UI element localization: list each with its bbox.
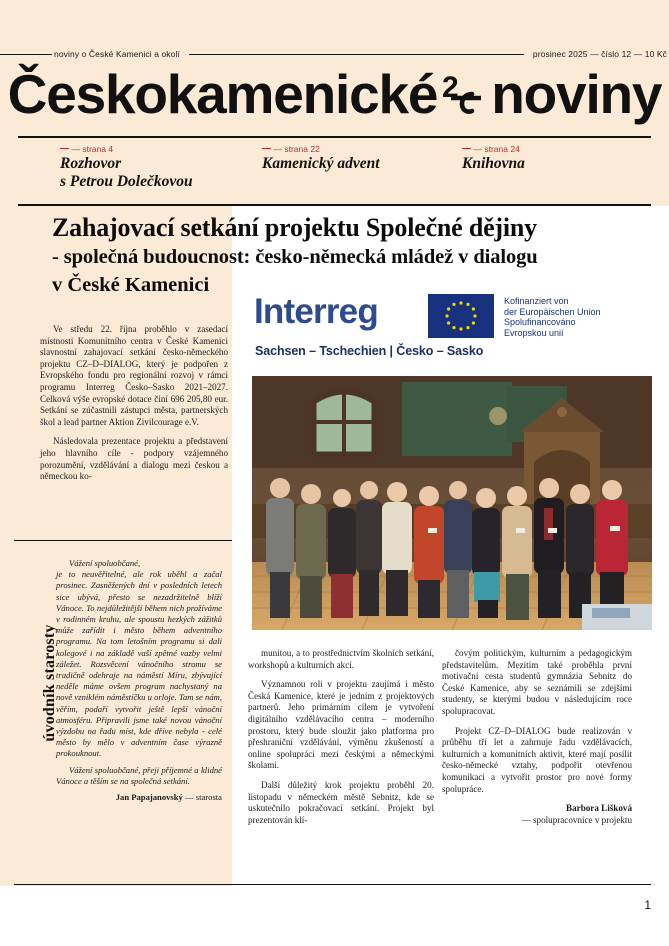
paragraph: munitou, a to prostřednictvím školních setkání, workshopů a kulturních akcí.: [248, 648, 434, 670]
title-part-1: Českokamenické: [7, 63, 438, 125]
paragraph: Projekt CZ–D–DIALOG bude realizován v průběhu tří let a zahrnuje řadu vzdělávacích, kulturních a komunitních aktivit, které mají posílit česko-německé vztahy, podpořit otevřenou komunikaci a vytvořit prostor pro nové formy spolupráce.: [442, 725, 632, 794]
article-byline: [442, 803, 632, 826]
editorial-sign-role: — starosta: [185, 792, 222, 803]
editorial-box: [14, 546, 232, 886]
article-column-2: [248, 648, 434, 834]
eu-text-line-4: Evropskou unií: [504, 327, 564, 338]
masthead-divider: [18, 136, 651, 138]
paragraph: je to neuvěřitelné, ale rok uběhl a začal prosinec. Zasněžených dní v posledních letech sice ubývá, přesto se nezadržitelně blíží Vánoce. To nejdůležitější během nich prožíváme v rodinném kruhu, ale spoustu hezkých zážitků může zařídit i město během adventního programu. Na tom letošním programu si dali kolegové i na základě vaší zpětné vazby velmi záležet. Rozsvěcení vánočního stromu se tradičně odehraje na náměstí Míru, zbývající neděle máme ovšem program nachystaný na nově vzniklém náměstíčku u orloje. Tam se nám, věřím, podaří vytvořit ještě lepší vánoční atmosféru. Připravili jsme také novou vánoční výzdobu na řadu míst, kde dříve nebyla - celé město by mělo v adventním čase výrazně prokouknout.: [56, 569, 222, 759]
masthead: [0, 0, 669, 128]
headline-line-3: v České Kamenici: [52, 274, 210, 296]
editorial-divider-top: [14, 540, 232, 541]
editorial-signature: [56, 792, 222, 803]
page-title: [0, 62, 669, 126]
page-number: 1: [644, 898, 651, 912]
byline-author: Barbora Lišková: [566, 803, 632, 814]
teaser-dash-icon: [60, 148, 69, 149]
interreg-subtitle: Sachsen – Tschechien | Česko – Sasko: [255, 344, 484, 358]
footer-divider: [232, 884, 651, 885]
editorial-body: [56, 558, 222, 808]
masthead-kicker-right: prosinec 2025 — číslo 12 — 10 Kč: [532, 49, 667, 59]
paragraph: Významnou roli v projektu zaujímá i město Česká Kamenice, které je jedním z projektových partnerů. Jeho primárním cílem je vytvoření digitálního vzdělávacího centra – moderního prostoru, který bude sloužit jako platforma pro přeshraniční vzdělávání, výměnu zkušeností a online spolupráci mezi českými a německými školami.: [248, 679, 434, 771]
eu-text-line-3: Spolufinancováno: [504, 317, 576, 328]
teaser-item-rozhovor[interactable]: [18, 144, 262, 202]
eu-flag-icon: [428, 294, 494, 338]
editorial-divider-bottom: [14, 884, 232, 885]
teaser-divider: [18, 204, 651, 206]
teaser-title: Knihovna: [462, 155, 525, 172]
editorial-salutation: Vážení spoluobčané,: [69, 558, 141, 568]
interreg-logo-block: [252, 292, 652, 374]
eu-text-line-2: der Europäischen Union: [504, 306, 601, 317]
title-part-2: noviny: [491, 63, 662, 125]
masthead-kicker-left: noviny o České Kamenici a okolí: [54, 49, 180, 59]
paragraph: Další důležitý krok projektu proběhl 20. listopadu v německém městě Sebnitz, kde se uskutečnilo pokračovací setkání. Projekt byl prezentován klí-: [248, 779, 434, 825]
kicker-rule-left: [0, 54, 52, 55]
article-column-1: [40, 324, 228, 491]
teaser-dash-icon: [262, 148, 271, 149]
teaser-bar: [18, 144, 651, 202]
teaser-item-kamenicky-advent[interactable]: [262, 144, 462, 202]
paragraph: čovým politickým, kulturním a pedagogickým představitelům. Mezitím také proběhla první motivační cesta studentů gymnázia Sebnitz do České Kamenice, aby se seznámili se zdejšími studenty, se kterými budou v následujícím roce spolupracovat.: [442, 648, 632, 716]
byline-role: — spolupracovnice v projektu: [521, 814, 632, 825]
paragraph: Následovala prezentace projektu a představení jeho hlavního cíle - podpory vzájemného porozumění, vzdělávání a dialogu mezi českou a německou ko-: [40, 436, 228, 482]
group-photo: [252, 376, 652, 630]
interreg-wordmark: Interreg: [254, 292, 378, 331]
article-column-3: [442, 648, 632, 834]
teaser-page-label: — strana 4: [60, 144, 262, 154]
paragraph: Vážení spoluobčané, přeji příjemné a klidné Vánoce a těším se na společná setkání.: [56, 764, 222, 786]
paragraph: Ve středu 22. října proběhlo v zasedací místnosti Komunitního centra v České Kamenici slavnostní zahajovací setkání česko-německého projektu CZ–D–DIALOG, který je podpořen z Evropského fondu pro regionální rozvoj v rámci programu Interreg Česko–Sasko 2021–2027. Celková výše evropské dotace činí 696 205,80 eur. Setkání se zúčastnili zástupci města, partnerských škol a lead partner Aktion Zivilcourage e.V.: [40, 324, 228, 427]
headline-line-1: Zahajovací setkání projektu Společné dějiny: [52, 213, 537, 242]
article-headline: [52, 212, 652, 299]
teaser-dash-icon: [462, 148, 471, 149]
editorial-label: úvodník starosty: [41, 624, 58, 742]
editorial-sign-name: Jan Papajanovský: [115, 792, 183, 803]
kicker-rule-middle: [189, 54, 524, 55]
headline-line-2: - společná budoucnost: česko-německá mládež v dialogu: [52, 246, 538, 268]
svg-text:2: 2: [442, 71, 458, 104]
eu-text-line-1: Kofinanziert von: [504, 296, 569, 306]
teaser-title: Rozhovor s Petrou Dolečkovou: [60, 155, 193, 190]
teaser-page-label: — strana 24: [462, 144, 642, 154]
eu-funding-text: [504, 296, 601, 338]
teaser-item-knihovna[interactable]: [462, 144, 642, 202]
teaser-page-label: — strana 22: [262, 144, 462, 154]
masthead-kicker-row: [0, 47, 669, 61]
ck-monogram-icon: [441, 71, 487, 117]
teaser-title: Kamenický advent: [262, 155, 380, 172]
